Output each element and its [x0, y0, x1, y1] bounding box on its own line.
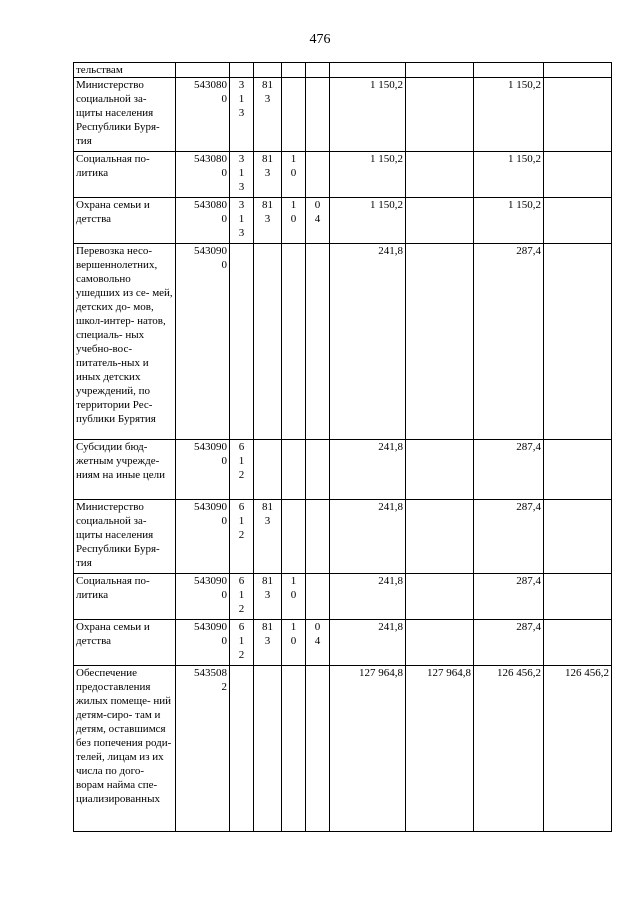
target-article-code	[176, 198, 230, 244]
amount1-cell: 241,8	[330, 620, 406, 666]
table-row	[74, 500, 612, 574]
target-article-code-part: 543090	[194, 621, 227, 633]
ministry-code	[254, 63, 282, 78]
expense-type-code	[230, 440, 254, 500]
expense-type-code	[230, 500, 254, 574]
amount2-cell: 127 964,8	[406, 666, 474, 832]
amount1-cell: 241,8	[330, 440, 406, 500]
row-name: Охрана семьи и детства	[74, 620, 176, 666]
expense-type-code-part: 2	[238, 469, 245, 481]
expense-type-code	[230, 244, 254, 440]
ministry-code-part: 81	[262, 621, 273, 633]
row-name: Социальная по- литика	[74, 152, 176, 198]
ministry-code-part: 3	[264, 93, 271, 105]
target-article-code-part: 2	[221, 681, 227, 693]
amount3-cell: 1 150,2	[474, 78, 544, 152]
section-code	[282, 574, 306, 620]
target-article-code-part: 0	[221, 635, 227, 647]
expense-type-code-part: 1	[238, 93, 245, 105]
row-name: Обеспечение предоставления жилых помеще- ний детям-сиро- там и детям, оставшимся без попечения роди- телей, лицам из их числа по дого- ворам найма спе- циализированных	[74, 666, 176, 832]
ministry-code-part: 81	[262, 79, 273, 91]
subsection-code	[306, 620, 330, 666]
row-name: Министерство социальной за- щиты населения Республики Буря- тия	[74, 78, 176, 152]
target-article-code-part: 543090	[194, 245, 227, 257]
amount1-cell: 1 150,2	[330, 152, 406, 198]
subsection-code	[306, 198, 330, 244]
target-article-code-part: 543508	[194, 667, 227, 679]
amount3-cell: 126 456,2	[474, 666, 544, 832]
subsection-code	[306, 152, 330, 198]
ministry-code	[254, 500, 282, 574]
table-row	[74, 666, 612, 832]
ministry-code	[254, 244, 282, 440]
subsection-code-part: 4	[314, 635, 321, 647]
amount2-cell	[406, 620, 474, 666]
section-code-part: 0	[290, 635, 297, 647]
expense-type-code-part: 6	[238, 501, 245, 513]
expense-type-code-part: 3	[238, 79, 245, 91]
subsection-code	[306, 574, 330, 620]
amount4-cell	[544, 63, 612, 78]
amount2-cell	[406, 574, 474, 620]
expense-type-code-part: 1	[238, 167, 245, 179]
section-code	[282, 63, 306, 78]
target-article-code	[176, 574, 230, 620]
ministry-code-part: 81	[262, 153, 273, 165]
subsection-code	[306, 244, 330, 440]
ministry-code	[254, 152, 282, 198]
table-row	[74, 620, 612, 666]
table-row	[74, 63, 612, 78]
page-number: 476	[309, 32, 331, 47]
target-article-code-part: 0	[221, 167, 227, 179]
target-article-code-part: 543080	[194, 153, 227, 165]
target-article-code-part: 543090	[194, 575, 227, 587]
expense-type-code-part: 3	[238, 227, 245, 239]
amount3-cell: 287,4	[474, 500, 544, 574]
amount2-cell	[406, 63, 474, 78]
expense-type-code	[230, 620, 254, 666]
section-code-part: 0	[290, 589, 297, 601]
section-code-part: 1	[290, 153, 297, 165]
target-article-code	[176, 152, 230, 198]
ministry-code-part: 3	[264, 635, 271, 647]
target-article-code	[176, 63, 230, 78]
section-code-part: 1	[290, 575, 297, 587]
amount4-cell: 126 456,2	[544, 666, 612, 832]
amount1-cell: 1 150,2	[330, 198, 406, 244]
amount4-cell	[544, 574, 612, 620]
target-article-code	[176, 244, 230, 440]
amount4-cell	[544, 440, 612, 500]
table-row	[74, 152, 612, 198]
section-code	[282, 198, 306, 244]
ministry-code	[254, 198, 282, 244]
section-code	[282, 440, 306, 500]
amount1-cell: 241,8	[330, 500, 406, 574]
amount3-cell	[474, 63, 544, 78]
target-article-code	[176, 440, 230, 500]
section-code-part: 1	[290, 199, 297, 211]
amount3-cell: 1 150,2	[474, 198, 544, 244]
amount2-cell	[406, 440, 474, 500]
amount3-cell: 1 150,2	[474, 152, 544, 198]
expense-type-code-part: 6	[238, 575, 245, 587]
target-article-code-part: 0	[221, 589, 227, 601]
amount3-cell: 287,4	[474, 574, 544, 620]
subsection-code	[306, 78, 330, 152]
expense-type-code-part: 2	[238, 529, 245, 541]
budget-table	[73, 62, 612, 832]
target-article-code	[176, 666, 230, 832]
section-code	[282, 78, 306, 152]
expense-type-code-part: 6	[238, 441, 245, 453]
section-code	[282, 500, 306, 574]
target-article-code-part: 0	[221, 213, 227, 225]
amount1-cell: 241,8	[330, 244, 406, 440]
expense-type-code-part: 6	[238, 621, 245, 633]
target-article-code	[176, 78, 230, 152]
ministry-code-part: 81	[262, 199, 273, 211]
expense-type-code	[230, 666, 254, 832]
subsection-code-part: 0	[314, 621, 321, 633]
expense-type-code-part: 3	[238, 107, 245, 119]
amount4-cell	[544, 78, 612, 152]
expense-type-code-part: 1	[238, 213, 245, 225]
ministry-code-part: 3	[264, 213, 271, 225]
expense-type-code	[230, 78, 254, 152]
row-name: Перевозка несо- вершеннолетних, самовольно ушедших из се- мей, детских до- мов, школ-интер- натов, специаль- ных учебно-вос- питатель-ных и иных детских учреждений, по территории Рес- публики Бурятия	[74, 244, 176, 440]
amount1-cell: 127 964,8	[330, 666, 406, 832]
expense-type-code-part: 1	[238, 589, 245, 601]
expense-type-code-part: 1	[238, 515, 245, 527]
table-row	[74, 244, 612, 440]
target-article-code-part: 0	[221, 259, 227, 271]
expense-type-code-part: 3	[238, 181, 245, 193]
amount3-cell: 287,4	[474, 244, 544, 440]
ministry-code-part: 81	[262, 501, 273, 513]
expense-type-code	[230, 574, 254, 620]
section-code	[282, 152, 306, 198]
amount2-cell	[406, 198, 474, 244]
expense-type-code	[230, 198, 254, 244]
amount4-cell	[544, 500, 612, 574]
ministry-code-part: 3	[264, 167, 271, 179]
expense-type-code-part: 2	[238, 649, 245, 661]
target-article-code-part: 543080	[194, 199, 227, 211]
ministry-code	[254, 78, 282, 152]
amount1-cell: 241,8	[330, 574, 406, 620]
amount1-cell	[330, 63, 406, 78]
target-article-code-part: 0	[221, 455, 227, 467]
subsection-code	[306, 63, 330, 78]
expense-type-code-part: 1	[238, 635, 245, 647]
row-name: Министерство социальной за- щиты населения Республики Буря- тия	[74, 500, 176, 574]
amount4-cell	[544, 198, 612, 244]
expense-type-code-part: 3	[238, 199, 245, 211]
target-article-code-part: 0	[221, 93, 227, 105]
subsection-code	[306, 440, 330, 500]
target-article-code-part: 543090	[194, 441, 227, 453]
target-article-code-part: 543090	[194, 501, 227, 513]
target-article-code-part: 0	[221, 515, 227, 527]
expense-type-code-part: 1	[238, 455, 245, 467]
table-row	[74, 440, 612, 500]
target-article-code-part: 543080	[194, 79, 227, 91]
row-name: Охрана семьи и детства	[74, 198, 176, 244]
ministry-code	[254, 666, 282, 832]
subsection-code	[306, 500, 330, 574]
section-code	[282, 666, 306, 832]
ministry-code	[254, 620, 282, 666]
row-name: Субсидии бюд- жетным учрежде- ниям на иные цели	[74, 440, 176, 500]
amount2-cell	[406, 78, 474, 152]
expense-type-code-part: 2	[238, 603, 245, 615]
expense-type-code	[230, 63, 254, 78]
table-row	[74, 78, 612, 152]
section-code	[282, 244, 306, 440]
amount4-cell	[544, 152, 612, 198]
amount3-cell: 287,4	[474, 440, 544, 500]
amount1-cell: 1 150,2	[330, 78, 406, 152]
subsection-code-part: 0	[314, 199, 321, 211]
amount2-cell	[406, 152, 474, 198]
amount3-cell: 287,4	[474, 620, 544, 666]
amount4-cell	[544, 244, 612, 440]
amount2-cell	[406, 244, 474, 440]
subsection-code-part: 4	[314, 213, 321, 225]
ministry-code	[254, 440, 282, 500]
subsection-code	[306, 666, 330, 832]
row-name: тельствам	[74, 63, 176, 78]
section-code	[282, 620, 306, 666]
section-code-part: 1	[290, 621, 297, 633]
ministry-code-part: 3	[264, 515, 271, 527]
ministry-code	[254, 574, 282, 620]
table-row	[74, 574, 612, 620]
table-row	[74, 198, 612, 244]
row-name: Социальная по- литика	[74, 574, 176, 620]
target-article-code	[176, 500, 230, 574]
ministry-code-part: 81	[262, 575, 273, 587]
amount4-cell	[544, 620, 612, 666]
expense-type-code	[230, 152, 254, 198]
amount2-cell	[406, 500, 474, 574]
section-code-part: 0	[290, 213, 297, 225]
section-code-part: 0	[290, 167, 297, 179]
expense-type-code-part: 3	[238, 153, 245, 165]
ministry-code-part: 3	[264, 589, 271, 601]
target-article-code	[176, 620, 230, 666]
